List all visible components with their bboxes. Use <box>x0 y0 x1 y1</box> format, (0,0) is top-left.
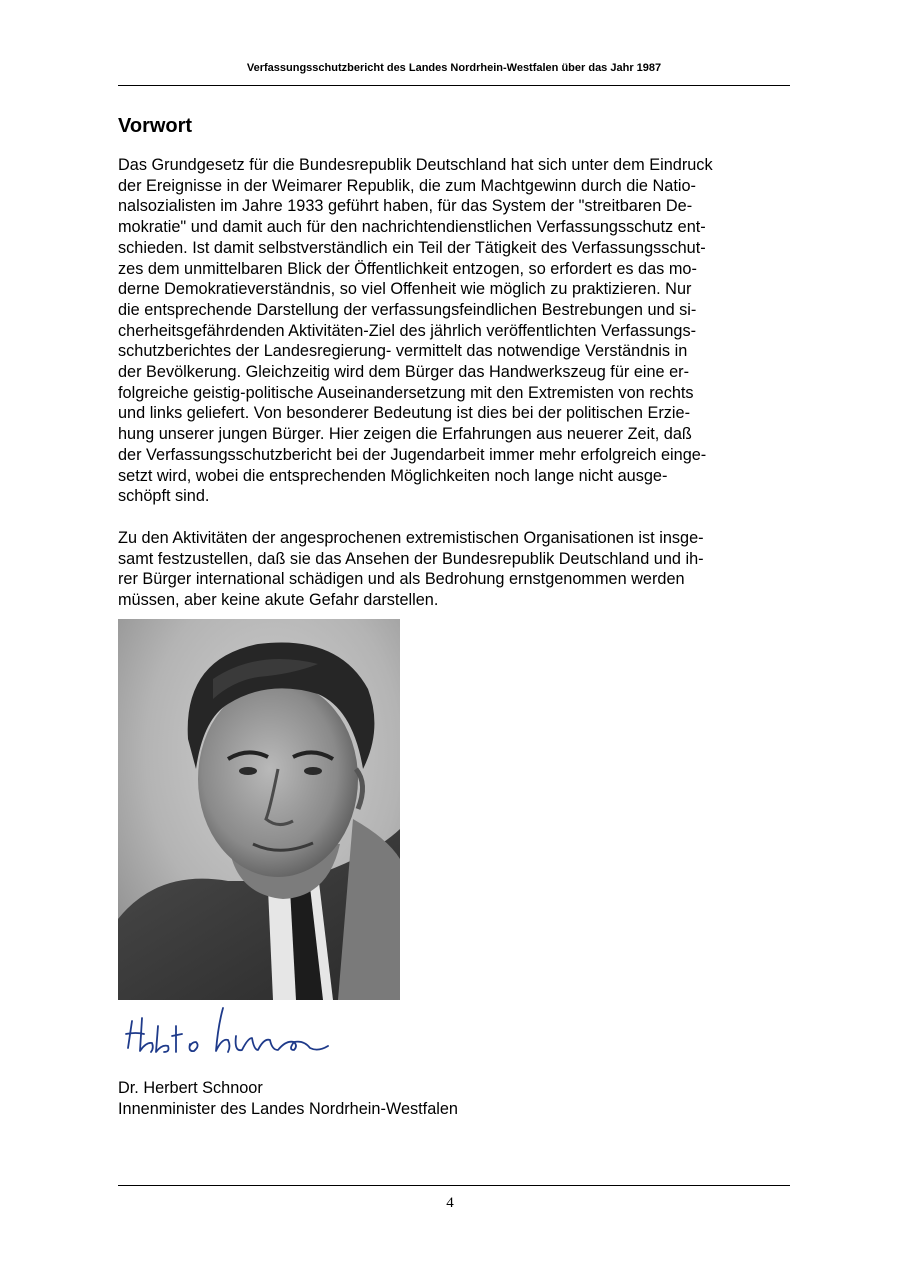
author-block <box>118 1078 458 1120</box>
text-line: folgreiche geistig-politische Auseinandersetzung mit den Extremisten von rechts <box>118 383 694 402</box>
text-line: der Bevölkerung. Gleichzeitig wird dem Bürger das Handwerkszeug für eine er- <box>118 363 690 382</box>
text-line: schöpft sind. <box>118 487 210 506</box>
text-line: müssen, aber keine akute Gefahr darstellen. <box>118 591 439 610</box>
paragraph-2 <box>118 528 798 611</box>
text-line: setzt wird, wobei die entsprechenden Möglichkeiten noch lange nicht ausge- <box>118 466 668 485</box>
text-line: mokratie" und damit auch für den nachrichtendienstlichen Verfassungsschutz ent- <box>118 218 706 237</box>
text-line: der Verfassungsschutzbericht bei der Jugendarbeit immer mehr erfolgreich einge- <box>118 445 707 464</box>
text-line: Zu den Aktivitäten der angesprochenen extremistischen Organisationen ist insge- <box>118 529 704 547</box>
page-title: Vorwort <box>118 115 193 137</box>
text-line: zes dem unmittelbaren Blick der Öffentlichkeit entzogen, so erfordert es das mo- <box>118 259 697 278</box>
footer-rule <box>118 1185 790 1186</box>
text-line: und links geliefert. Von besonderer Bedeutung ist dies bei der politischen Erzie- <box>118 404 690 423</box>
text-line: nalsozialisten im Jahre 1933 geführt haben, für das System der "streitbaren De- <box>118 197 693 216</box>
text-line: Das Grundgesetz für die Bundesrepublik Deutschland hat sich unter dem Eindruck <box>118 156 713 174</box>
paragraph-1 <box>118 155 798 507</box>
header-rule <box>118 85 790 86</box>
text-line: die entsprechende Darstellung der verfassungsfeindlichen Bestrebungen und si- <box>118 300 697 319</box>
text-line: hung unserer jungen Bürger. Hier zeigen die Erfahrungen aus neuerer Zeit, daß <box>118 425 692 444</box>
handwritten-signature <box>118 996 358 1066</box>
text-line: der Ereignisse in der Weimarer Republik, die zum Machtgewinn durch die Natio- <box>118 176 696 195</box>
running-header: Verfassungsschutzbericht des Landes Nordrhein-Westfalen über das Jahr 1987 <box>246 62 662 74</box>
author-name: Dr. Herbert Schnoor <box>118 1079 263 1097</box>
page-number: 4 <box>446 1195 454 1211</box>
text-line: rer Bürger international schädigen und als Bedrohung ernstgenommen werden <box>118 570 685 589</box>
author-role: Innenminister des Landes Nordrhein-Westfalen <box>118 1100 458 1118</box>
text-line: cherheitsgefährdenden Aktivitäten-Ziel des jährlich veröffentlichten Verfassungs- <box>118 321 697 340</box>
text-line: schutzberichtes der Landesregierung- vermittelt das notwendige Verständnis in <box>118 342 688 361</box>
text-line: samt festzustellen, daß sie das Ansehen der Bundesrepublik Deutschland und ih- <box>118 549 704 568</box>
text-line: schieden. Ist damit selbstverständlich ein Teil der Tätigkeit des Verfassungsschut- <box>118 238 706 257</box>
portrait-image <box>118 619 400 1000</box>
portrait-photo <box>118 619 400 1000</box>
text-line: derne Demokratieverständnis, so viel Offenheit wie möglich zu praktizieren. Nur <box>118 280 692 299</box>
